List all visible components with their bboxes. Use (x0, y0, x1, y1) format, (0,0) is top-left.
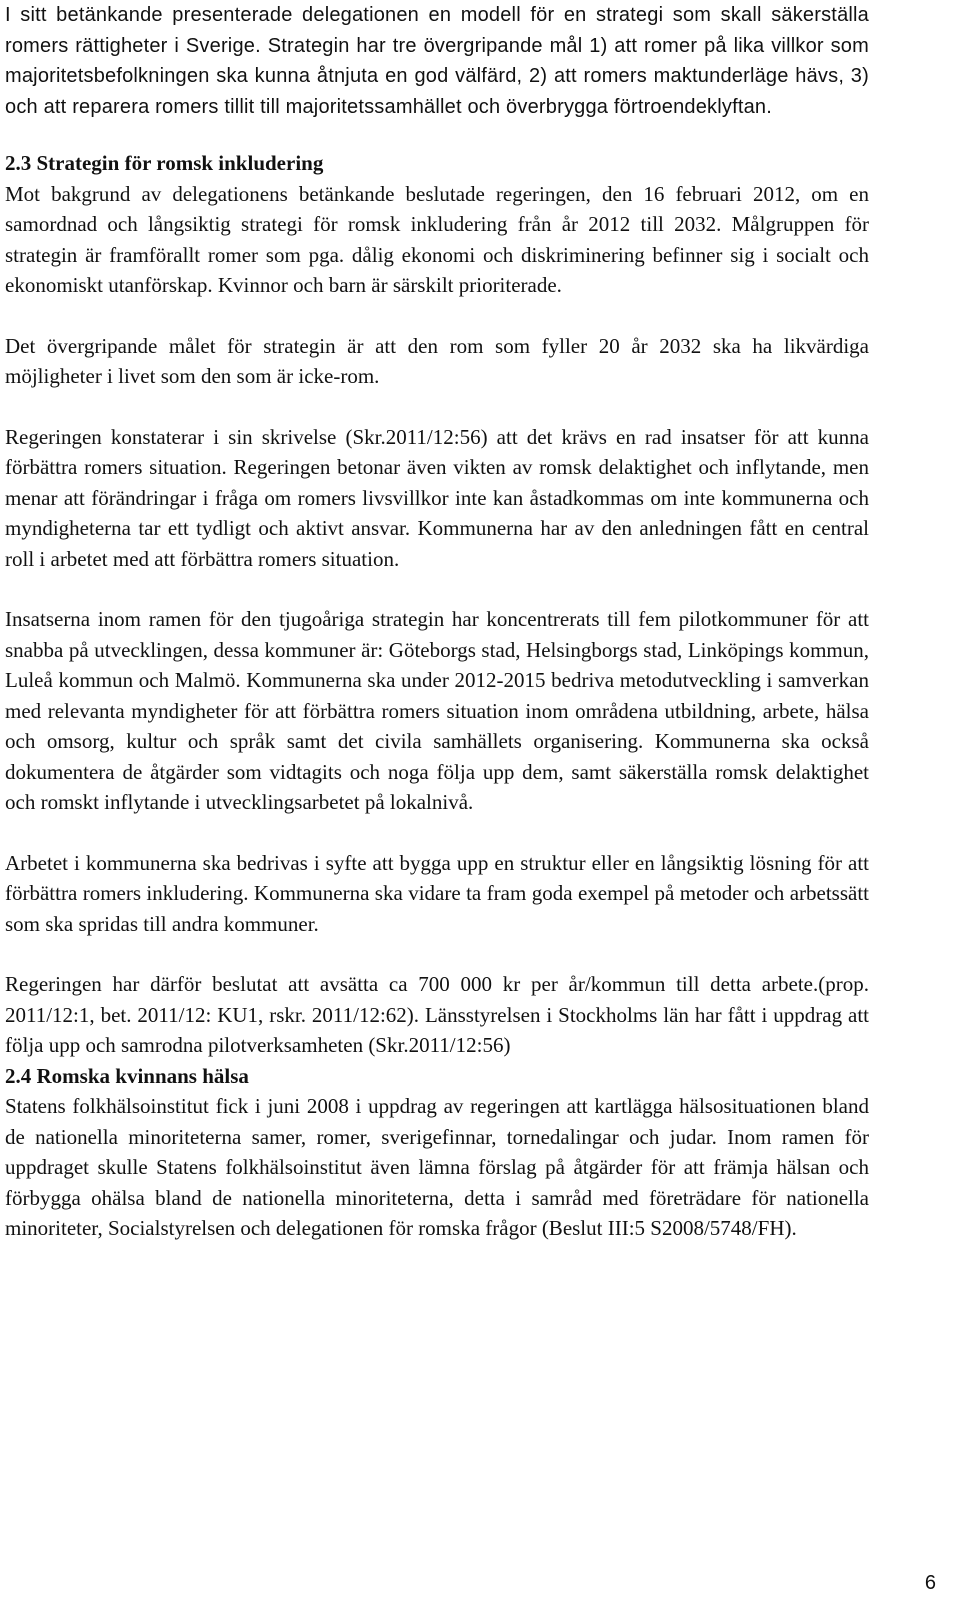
section-2-3-paragraph-6: Regeringen har därför beslutat att avsätta ca 700 000 kr per år/kommun till detta arbete.(prop. 2011/12:1, bet. 2011/12: KU1, rskr. 2011/12:62). Länsstyrelsen i Stockholms län har fått i uppdrag att följa upp och samrodna pilotverksamheten (Skr.2011/12:56) (5, 972, 869, 1057)
section-2-3-paragraph-4: Insatserna inom ramen för den tjugoåriga strategin har koncentrerats till fem pilotkommuner för att snabba på utvecklingen, dessa kommuner är: Göteborgs stad, Helsingborgs stad, Linköpings kommun, Luleå kommun och Malmö. Kommunerna ska under 2012-2015 bedriva metodutveckling i samverkan med relevanta myndigheter för att förbättra romers situation inom områdena utbildning, arbete, hälsa och omsorg, kultur och språk samt det civila samhällets organisering. Kommunerna ska också dokumentera de åtgärder som vidtagits och noga följa upp dem, samt säkerställa romsk delaktighet och romskt inflytande i utvecklingsarbetet på lokalnivå. (5, 607, 869, 814)
section-2-4-paragraph-1: Statens folkhälsoinstitut fick i juni 2008 i uppdrag av regeringen att kartlägga hälsosituationen bland de nationella minoriteterna samer, romer, sverigefinnar, tornedalingar och judar. Inom ramen för uppdraget skulle Statens folkhälsoinstitut även lämna förslag på åtgärder för att främja hälsan och förbygga ohälsa bland de nationella minoriteterna, detta i samråd med företrädare för nationella minoriteter, Socialstyrelsen och delegationen för romska frågor (Beslut III:5 S2008/5748/FH). (5, 1094, 869, 1240)
section-heading-2-4: 2.4 Romska kvinnans hälsa (5, 1063, 249, 1088)
section-2-3-paragraph-3: Regeringen konstaterar i sin skrivelse (Skr.2011/12:56) att det krävs en rad insatser för att kunna förbättra romers situation. Regeringen betonar även vikten av romsk delaktighet och inflytande, men menar att förändringar i fråga om romers livsvillkor inte kan åstadkommas om inte kommunerna och myndigheterna tar ett tydligt och aktivt ansvar. Kommunerna har av den anledningen fått en central roll i arbetet med att förbättra romers situation. (5, 424, 869, 571)
section-2-3-paragraph-1: Mot bakgrund av delegationens betänkande beslutade regeringen, den 16 februari 2012, om en samordnad och långsiktig strategi för romsk inkludering från år 2012 till 2032. Målgruppen för strategin är framförallt romer som pga. dålig ekonomi och diskriminering befinner sig i socialt och ekonomiskt utanförskap. Kvinnor och barn är särskilt prioriterade. (5, 181, 869, 297)
section-2-3-paragraph-2: Det övergripande målet för strategin är att den rom som fyller 20 år 2032 ska ha likvärdiga möjligheter i livet som den som är icke-rom. (5, 333, 869, 388)
section-2-3-paragraph-5: Arbetet i kommunerna ska bedrivas i syfte att bygga upp en struktur eller en långsiktig lösning för att förbättra romers inkludering. Kommunerna ska vidare ta fram goda exempel på metoder och arbetssätt som ska spridas till andra kommuner. (5, 850, 869, 936)
page-number: 6 (924, 1572, 936, 1594)
section-heading-2-3: 2.3 Strategin för romsk inkludering (5, 151, 324, 175)
document-page (5, 0, 869, 1244)
intro-paragraph: I sitt betänkande presenterade delegationen en modell för en strategi som skall säkerställa romers rättigheter i Sverige. Strategin har tre övergripande mål 1) att romer på lika villkor som majoritetsbefolkningen ska kunna åtnjuta en god välfärd, 2) att romers maktunderläge hävs, 3) och att reparera romers tillit till majoritetssamhället och överbrygga förtroendeklyftan. (5, 4, 869, 118)
